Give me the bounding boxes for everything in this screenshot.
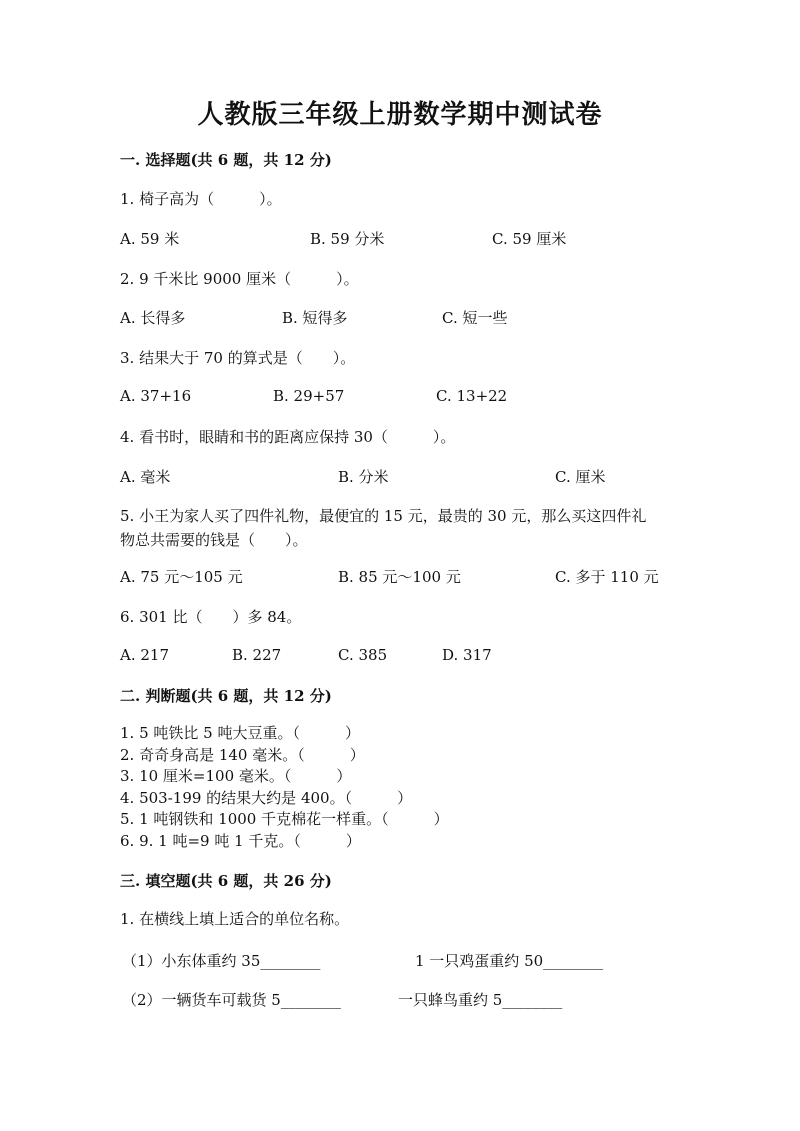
option-d: D. 317	[442, 646, 492, 664]
option-a: A. 217	[120, 646, 169, 664]
judge-item: 4. 503-199 的结果大约是 400。（ ）	[120, 789, 413, 807]
option-c: C. 厘米	[555, 468, 606, 486]
option-a: A. 长得多	[120, 309, 186, 327]
question-stem: 3. 结果大于 70 的算式是（ ）。	[120, 349, 356, 367]
question-stem: 1. 在横线上填上适合的单位名称。	[120, 910, 350, 928]
option-c: C. 多于 110 元	[555, 568, 659, 586]
judge-item: 5. 1 吨钢铁和 1000 千克棉花一样重。（ ）	[120, 810, 449, 828]
section-heading-choice: 一. 选择题(共 6 题，共 12 分)	[120, 151, 332, 169]
option-a: A. 毫米	[120, 468, 171, 486]
option-b: B. 分米	[338, 468, 389, 486]
question-stem: 4. 看书时，眼睛和书的距离应保持 30（ ）。	[120, 428, 456, 446]
option-b: B. 227	[232, 646, 282, 664]
fill-blank-item: （1）小东体重约 35________	[122, 952, 321, 970]
option-b: B. 59 分米	[310, 230, 385, 248]
fill-blank-item: （2）一辆货车可载货 5________	[122, 991, 341, 1009]
judge-item: 3. 10 厘米=100 毫米。（ ）	[120, 767, 352, 785]
option-c: C. 短一些	[442, 309, 508, 327]
question-stem: 6. 301 比（ ）多 84。	[120, 608, 302, 626]
section-heading-judge: 二. 判断题(共 6 题，共 12 分)	[120, 687, 332, 705]
option-b: B. 29+57	[273, 387, 345, 405]
option-a: A. 59 米	[120, 230, 180, 248]
fill-blank-item: 一只蜂鸟重约 5________	[398, 991, 563, 1009]
question-stem: 2. 9 千米比 9000 厘米（ ）。	[120, 270, 359, 288]
option-c: C. 385	[338, 646, 388, 664]
question-stem: 1. 椅子高为（ ）。	[120, 190, 282, 208]
fill-blank-item: 1 一只鸡蛋重约 50________	[415, 952, 604, 970]
judge-item: 2. 奇奇身高是 140 毫米。（ ）	[120, 746, 365, 764]
option-a: A. 75 元～105 元	[120, 568, 243, 586]
option-c: C. 59 厘米	[492, 230, 567, 248]
section-heading-fill: 三. 填空题(共 6 题，共 26 分)	[120, 872, 332, 890]
option-b: B. 短得多	[282, 309, 348, 327]
option-b: B. 85 元～100 元	[338, 568, 461, 586]
option-a: A. 37+16	[120, 387, 192, 405]
judge-item: 1. 5 吨铁比 5 吨大豆重。（ ）	[120, 724, 360, 742]
question-stem: 5. 小王为家人买了四件礼物，最便宜的 15 元，最贵的 30 元，那么买这四件礼物总共需要的钱是（ ）。	[120, 507, 647, 549]
option-c: C. 13+22	[436, 387, 508, 405]
page-title: 人教版三年级上册数学期中测试卷	[197, 100, 603, 130]
judge-item: 6. 9. 1 吨=9 吨 1 千克。（ ）	[120, 832, 361, 850]
